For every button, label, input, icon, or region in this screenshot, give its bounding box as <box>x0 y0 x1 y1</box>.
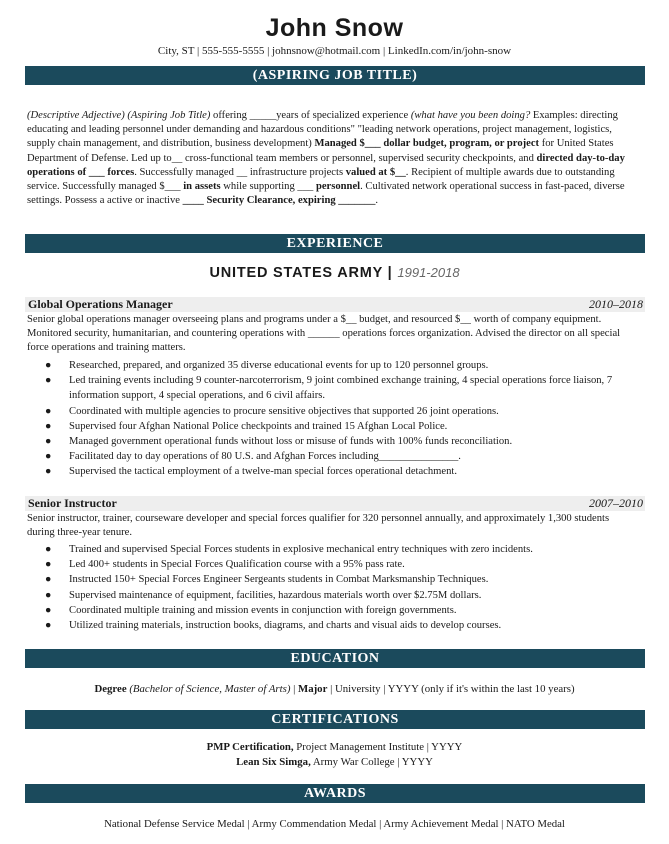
employer-separator: | <box>387 265 393 281</box>
bullet-item: ● Trained and supervised Special Forces students in explosive mechanical entry techniques with zero incidents. <box>69 542 642 557</box>
role-dates: 2010–2018 <box>589 297 643 311</box>
bullet-icon: ● <box>45 620 52 632</box>
job-title-bar: (ASPIRING JOB TITLE) <box>25 66 645 85</box>
bullet-icon: ● <box>45 360 52 371</box>
bullet-icon: ● <box>45 589 52 601</box>
bullet-item: ● Instructed 150+ Special Forces Engineer Sergeants students in Combat Marksmanship Techniques. <box>69 572 642 587</box>
role-description: Senior instructor, trainer, courseware developer and special forces qualifier for 320 personnel annually, and approximately 1,300 students during three-year tenure. <box>27 513 610 539</box>
role-title: Global Operations Manager <box>28 297 173 311</box>
certification-item: PMP Certification, Project Management Institute | YYYY <box>206 741 463 753</box>
role-header <box>25 496 645 511</box>
contact-info: City, ST | 555-555-5555 | johnsnow@hotmail.com | LinkedIn.com/in/john-snow <box>157 45 512 57</box>
bullet-icon: ● <box>45 466 52 478</box>
bullet-item: ● Coordinated multiple training and mission events in conjunction with foreign governments. <box>69 603 642 618</box>
bullet-icon: ● <box>45 405 52 417</box>
role-header <box>25 297 645 312</box>
experience-heading: EXPERIENCE <box>25 234 645 253</box>
bullet-icon: ● <box>45 420 52 432</box>
bullet-item: ● Supervised the tactical employment of a twelve-man special forces operational detachment. <box>69 464 642 479</box>
role-description: Senior global operations manager overseeing plans and programs under a $__ budget, and resourced $__ worth of company equipment. Monitored security, humanitarian, and countering operations with ______ operations forces organization. Advised the director on all special force operations and training matters. <box>27 314 621 354</box>
candidate-name: John Snow <box>265 14 404 42</box>
education-line: Degree (Bachelor of Science, Master of Arts) | Major | University | YYYY (only if it's within the last 10 years) <box>94 683 575 695</box>
awards-heading: AWARDS <box>25 784 645 803</box>
bullet-item: ● Facilitated day to day operations of 80 U.S. and Afghan Forces including_______________. <box>69 449 642 464</box>
bullet-item: ● Managed government operational funds without loss or misuse of funds with 100% funds reconciliation. <box>69 434 642 449</box>
bullet-item: ● Led 400+ students in Special Forces Qualification course with a 95% pass rate. <box>69 557 642 572</box>
role-bullets <box>26 358 642 480</box>
summary-paragraph: (Descriptive Adjective) (Aspiring Job Title) offering _____years of specialized experience (what have you been doing? Examples: directing educating and leading personnel under demanding and hazardous conditions" "leading network operations, project management, logistics, supply chain management, and distribution, business development) Managed $___ dollar budget, program, or project for United States Department of Defense. Led up to__ cross-functional team members or personnel, supervised security checkpoints, and directed day-to-day operations of ___ forces. Successfully managed __ infrastructure projects valued at $__. Recipient of multiple awards due to outstanding service. Successfully managed $___ in assets while supporting ___ personnel. Cultivated network operational success in fast-paced, diverse settings. Possess a active or inactive ____ Security Clearance, expiring _______. <box>27 110 625 207</box>
bullet-item: ● Supervised four Afghan National Police checkpoints and trained 15 Afghan Local Police. <box>69 419 642 434</box>
bullet-icon: ● <box>45 436 52 448</box>
bullet-item: ● Researched, prepared, and organized 35 diverse educational events for up to 120 personnel groups. <box>69 358 642 373</box>
certification-item: Lean Six Simga, Army War College | YYYY <box>236 756 433 768</box>
bullet-icon: ● <box>45 375 52 387</box>
bullet-icon: ● <box>45 559 52 571</box>
bullet-icon: ● <box>45 544 52 555</box>
bullet-item: ● Led training events including 9 counter-narcoterrorism, 9 joint combined exchange training, 4 special operations force liaison, 7 information support, 4 special operations, and 6 civil affairs. <box>45 375 613 402</box>
bullet-item: ● Supervised maintenance of equipment, facilities, hazardous materials worth over $2.75M dollars. <box>69 588 642 603</box>
bullet-item: ● Coordinated with multiple agencies to procure sensitive objectives that supported 26 joint operations. <box>69 404 642 419</box>
bullet-icon: ● <box>45 604 52 616</box>
bullet-icon: ● <box>45 451 52 463</box>
employer-years: 1991-2018 <box>397 265 460 280</box>
role-title: Senior Instructor <box>28 496 117 510</box>
education-heading: EDUCATION <box>25 649 645 668</box>
employer-line <box>0 265 669 281</box>
bullet-icon: ● <box>45 574 52 586</box>
employer-name: UNITED STATES ARMY <box>209 265 383 281</box>
certifications-heading: CERTIFICATIONS <box>25 710 645 729</box>
bullet-item: ● Utilized training materials, instruction books, diagrams, and charts and visual aids to develop courses. <box>69 618 642 633</box>
role-bullets <box>26 542 642 633</box>
role-dates: 2007–2010 <box>589 496 643 510</box>
awards-line: National Defense Service Medal | Army Commendation Medal | Army Achievement Medal | NATO Medal <box>104 818 565 830</box>
